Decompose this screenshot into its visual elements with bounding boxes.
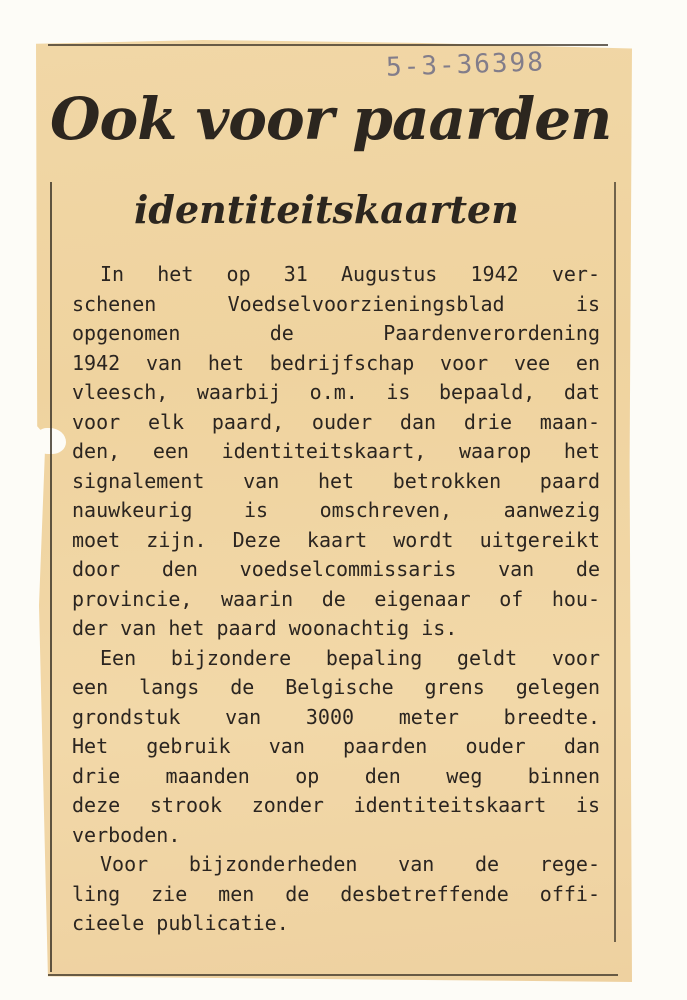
text-line: schenen Voedselvoorzieningsblad is — [72, 291, 600, 316]
text-line: In het op 31 Augustus 1942 ver- — [100, 262, 600, 286]
text-line: Een bijzondere bepaling geldt voor — [100, 645, 600, 670]
subheadline: identiteitskaarten — [134, 187, 519, 232]
paragraph-2 — [72, 644, 600, 851]
right-column-rule — [614, 182, 616, 942]
text-line: een langs de Belgische grens gelegen — [72, 675, 600, 699]
archive-number: 5-3-36398 — [385, 47, 546, 83]
paragraph-3 — [72, 850, 600, 939]
top-rule — [48, 44, 608, 46]
bottom-rule — [48, 974, 618, 976]
text-line: moet zijn. Deze kaart wordt uitgereikt — [72, 527, 600, 552]
text-line: voor elk paard, ouder dan drie maan- — [72, 409, 600, 434]
text-line: signalement van het betrokken paard — [72, 468, 600, 493]
text-line: provincie, waarin de eigenaar of hou- — [72, 586, 600, 611]
text-line: door den voedselcommissaris van de — [72, 557, 600, 581]
text-line: opgenomen de Paardenverordening — [72, 321, 600, 345]
text-line: verboden. — [72, 822, 181, 847]
text-line: den, een identiteitskaart, waarop het — [72, 439, 600, 463]
text-line: nauwkeurig is omschreven, aanwezig — [72, 498, 600, 522]
left-column-rule — [50, 182, 52, 972]
text-line: vleesch, waarbij o.m. is bepaald, dat — [72, 380, 600, 404]
article-body — [72, 260, 600, 939]
text-line: ling zie men de desbetreffende offi- — [72, 881, 600, 906]
text-line: drie maanden op den weg binnen — [72, 763, 600, 788]
text-line: cieele publicatie. — [72, 911, 289, 935]
text-line: Voor bijzonderheden van de rege- — [100, 852, 600, 876]
text-line: deze strook zonder identiteitskaart is — [72, 793, 600, 817]
text-line: grondstuk van 3000 meter breedte. — [72, 704, 600, 729]
text-line: Het gebruik van paarden ouder dan — [72, 734, 600, 758]
paragraph-1 — [72, 260, 600, 644]
headline: Ook voor paarden — [50, 85, 612, 153]
text-line: 1942 van het bedrijfschap voor vee en — [72, 350, 600, 375]
text-line: der van het paard woonachtig is. — [72, 616, 458, 640]
